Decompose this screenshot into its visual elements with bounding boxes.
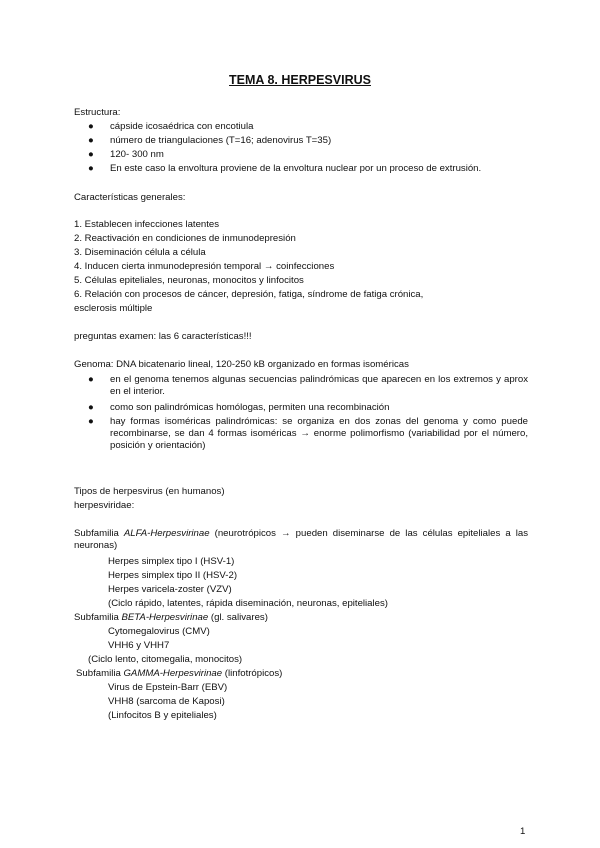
bullet-icon: ● [88,121,94,132]
estructura-bullet: En este caso la envoltura proviene de la envoltura nuclear por un proceso de extrusión. [110,163,482,174]
subfamilia-alfa [74,528,528,552]
caracteristica-item: 5. Células epiteliales, neuronas, monocitos y linfocitos [74,275,304,286]
subfamilia-note: (Ciclo rápido, latentes, rápida diseminación, neuronas, epiteliales) [108,598,388,609]
subfamilia-prefix: Subfamilia [74,528,124,539]
page-number: 1 [520,826,526,837]
bullet-icon: ● [88,374,94,385]
subfamilia-name: GAMMA-Herpesvirinae [123,668,223,679]
virus-item: Herpes simplex tipo I (HSV-1) [108,556,235,567]
genoma-intro: Genoma: DNA bicatenario lineal, 120-250 kB organizado en formas isoméricas [74,359,409,370]
family-name: herpesviridae: [74,500,135,511]
caracteristica-item: 6. Relación con procesos de cáncer, depresión, fatiga, síndrome de fatiga crónica, [74,289,424,300]
virus-item: Cytomegalovirus (CMV) [108,626,210,637]
virus-item: Virus de Epstein-Barr (EBV) [108,682,228,693]
bullet-icon: ● [88,163,94,174]
subfamilia-prefix: Subfamilia [74,612,122,623]
subfamilia-name: BETA-Herpesvirinae [121,612,209,623]
genoma-bullet: como son palindrómicas homólogas, permiten una recombinación [110,402,390,413]
subfamilia-note: (Ciclo lento, citomegalia, monocitos) [88,654,243,665]
caracteristica-item: 1. Establecen infecciones latentes [74,219,220,230]
bullet-icon: ● [88,402,94,413]
estructura-bullet: 120- 300 nm [110,149,164,160]
caracteristica-item: 3. Diseminación célula a célula [74,247,206,258]
subfamilia-note: (Linfocitos B y epiteliales) [108,710,217,721]
bullet-icon: ● [88,135,94,146]
bullet-icon: ● [88,149,94,160]
bullet-icon: ● [88,416,94,427]
virus-item: Herpes simplex tipo II (HSV-2) [108,570,238,581]
virus-item: VHH8 (sarcoma de Kaposi) [108,696,225,707]
caracteristicas-heading: Características generales: [74,192,186,203]
genoma-bullet: hay formas isoméricas palindrómicas: se organiza en dos zonas del genoma y como puede recombinarse, se dan 4 formas isoméricas → enorme polimorfismo (variabilidad por el número, posición y orientación) [110,416,528,451]
subfamilia-desc: (gl. salivares) [208,612,268,623]
exam-note: preguntas examen: las 6 características!!! [74,331,252,342]
caracteristica-item: 2. Reactivación en condiciones de inmunodepresión [74,233,296,244]
tipos-heading: Tipos de herpesvirus (en humanos) [74,486,225,497]
estructura-heading: Estructura: [74,107,121,118]
subfamilia-prefix: Subfamilia [76,668,124,679]
subfamilia-name: ALFA-Herpesvirinae [123,528,210,539]
caracteristica-item: 4. Inducen cierta inmunodepresión temporal → coinfecciones [74,261,335,272]
subfamilia-gamma [76,668,282,680]
caracteristica-item: esclerosis múltiple [74,303,153,314]
subfamilia-beta [74,612,268,624]
virus-item: VHH6 y VHH7 [108,640,170,651]
subfamilia-desc: (neurotrópicos → pueden diseminarse de las células epiteliales a las neuronas) [74,528,528,551]
estructura-bullet: cápside icosaédrica con encotiula [110,121,254,132]
virus-item: Herpes varicela-zoster (VZV) [108,584,232,595]
page-title: TEMA 8. HERPESVIRUS [229,73,371,87]
genoma-bullet: en el genoma tenemos algunas secuencias palindrómicas que aparecen en los extremos y aprox en el interior. [110,374,528,397]
subfamilia-desc: (linfotrópicos) [222,668,283,679]
estructura-bullet: número de triangulaciones (T=16; adenovirus T=35) [110,135,332,146]
